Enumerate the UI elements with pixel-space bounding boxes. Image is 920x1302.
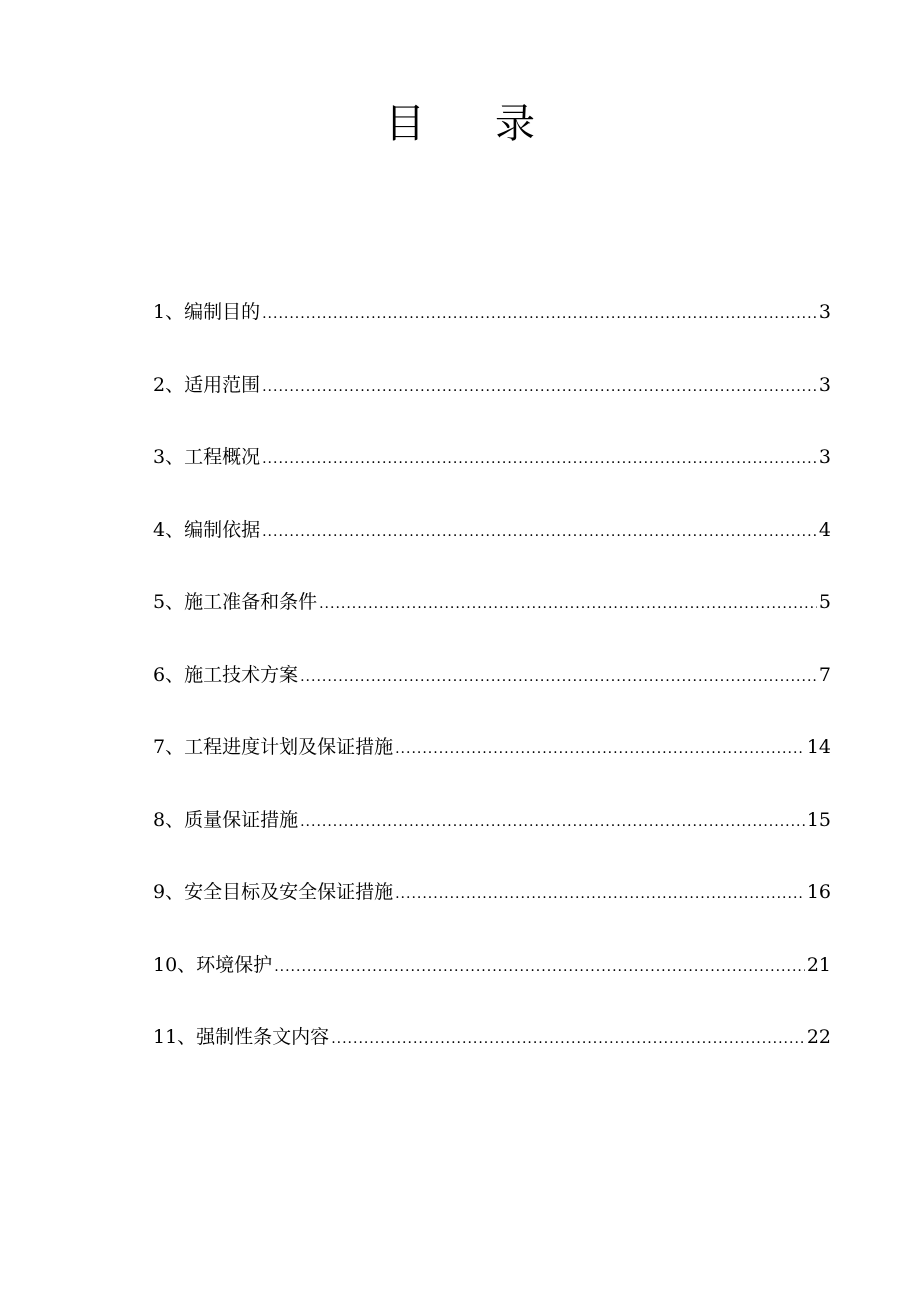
toc-entry-label: 1、编制目的 bbox=[153, 301, 261, 323]
toc-entry[interactable] bbox=[153, 941, 831, 977]
title-char-2: 录 bbox=[495, 101, 535, 147]
toc-entry[interactable] bbox=[153, 433, 831, 469]
toc-entry-page: 3 bbox=[818, 446, 831, 468]
toc-entry[interactable] bbox=[153, 796, 831, 832]
toc-entry-label: 3、工程概况 bbox=[153, 446, 261, 468]
toc-entry[interactable] bbox=[153, 506, 831, 542]
toc-entry-label: 9、安全目标及安全保证措施 bbox=[153, 881, 394, 903]
toc-entry-page: 3 bbox=[818, 301, 831, 323]
toc-entry-label: 10、环境保护 bbox=[153, 953, 273, 976]
toc-leader-dots bbox=[262, 445, 817, 469]
toc-entry[interactable] bbox=[153, 651, 831, 687]
toc-leader-dots bbox=[300, 808, 805, 832]
toc-leader-dots bbox=[395, 880, 805, 904]
toc-entry-page: 7 bbox=[818, 663, 831, 686]
toc-entry-page: 4 bbox=[818, 518, 831, 541]
toc-entry[interactable] bbox=[153, 578, 831, 614]
toc-entry[interactable] bbox=[153, 1013, 831, 1049]
toc-entry-page: 16 bbox=[806, 881, 831, 903]
table-of-contents bbox=[153, 288, 831, 1086]
toc-leader-dots bbox=[262, 518, 817, 542]
toc-entry-label: 7、工程进度计划及保证措施 bbox=[153, 736, 394, 758]
toc-entry-page: 3 bbox=[818, 373, 831, 396]
toc-entry[interactable] bbox=[153, 288, 831, 324]
toc-leader-dots bbox=[395, 735, 805, 759]
toc-entry-label: 11、强制性条文内容 bbox=[153, 1026, 330, 1048]
toc-entry-label: 2、适用范围 bbox=[153, 373, 261, 396]
toc-entry-label: 4、编制依据 bbox=[153, 518, 261, 541]
toc-leader-dots bbox=[331, 1025, 805, 1049]
toc-leader-dots bbox=[262, 300, 817, 324]
toc-entry-page: 22 bbox=[806, 1026, 831, 1048]
toc-entry-label: 6、施工技术方案 bbox=[153, 663, 299, 686]
toc-leader-dots bbox=[262, 373, 817, 397]
toc-entry[interactable] bbox=[153, 723, 831, 759]
title-char-1: 目 bbox=[385, 101, 425, 147]
toc-entry[interactable] bbox=[153, 361, 831, 397]
toc-entry-page: 21 bbox=[806, 953, 831, 976]
toc-leader-dots bbox=[300, 663, 817, 687]
toc-entry-page: 5 bbox=[818, 591, 831, 613]
toc-entry[interactable] bbox=[153, 868, 831, 904]
page-title bbox=[0, 98, 920, 150]
toc-entry-label: 8、质量保证措施 bbox=[153, 808, 299, 831]
toc-leader-dots bbox=[319, 590, 817, 614]
toc-entry-page: 14 bbox=[806, 736, 831, 758]
toc-leader-dots bbox=[274, 953, 805, 977]
toc-entry-page: 15 bbox=[806, 808, 831, 831]
toc-entry-label: 5、施工准备和条件 bbox=[153, 591, 318, 613]
